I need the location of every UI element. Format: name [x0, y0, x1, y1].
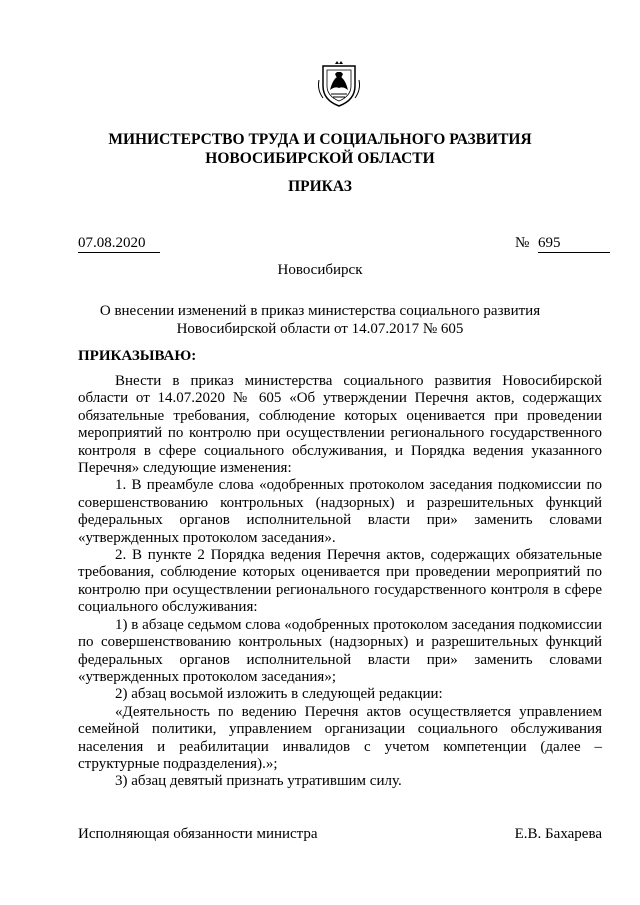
paragraph: «Деятельность по ведению Перечня актов осуществляется управлением семейной политики, управлением организации социального обслуживания населения и реабилитации инвалидов с учетом компетенции (далее – структурные подразделения).»;: [78, 703, 602, 772]
number-sign: №: [515, 235, 530, 251]
paragraph: 2) абзац восьмой изложить в следующей редакции:: [115, 686, 443, 703]
coat-of-arms-emblem: [315, 60, 363, 108]
command-heading: ПРИКАЗЫВАЮ:: [78, 348, 197, 364]
document-type: ПРИКАЗ: [288, 178, 352, 195]
order-subject: [0, 302, 640, 338]
signatory-position: Исполняющая обязанности министра: [78, 826, 318, 842]
subject-line-2: Новосибирской области от 14.07.2017 № 605: [176, 321, 464, 337]
paragraph: Внести в приказ министерства социального развития Новосибирской области от 14.07.2020 № 605 «Об утверждении Перечня актов, содержащих обязательные требования, соблюдение которых оценивается при проведении мероприятий по контролю при осуществлении регионального государственного контроля в сфере социального обслуживания, и Порядка ведения указанного Перечня» следующие изменения:: [78, 373, 602, 477]
ministry-title-line-2: НОВОСИБИРСКОЙ ОБЛАСТИ: [205, 150, 435, 167]
order-date: 07.08.2020: [78, 235, 160, 253]
city: Новосибирск: [277, 262, 363, 278]
order-number: 695: [538, 235, 610, 253]
subject-line-1: О внесении изменений в приказ министерства социального развития: [99, 303, 541, 319]
paragraph: 3) абзац девятый признать утратившим силу.: [115, 773, 402, 790]
ministry-title-line-1: МИНИСТЕРСТВО ТРУДА И СОЦИАЛЬНОГО РАЗВИТИЯ: [108, 131, 532, 148]
paragraph: 2. В пункте 2 Порядка ведения Перечня актов, содержащих обязательные требования, соблюдение которых оценивается при проведении мероприятий по контролю при осуществлении регионального государственного контроля в сфере социального обслуживания:: [78, 547, 602, 616]
paragraph: 1) в абзаце седьмом слова «одобренных протоколом заседания подкомиссии по совершенствованию контрольных (надзорных) и разрешительных функций федеральных органов исполнительной власти при» заменить словами «утвержденных протоколом заседания»;: [78, 616, 602, 685]
order-body: [78, 373, 602, 791]
signatory-name: Е.В. Бахарева: [514, 826, 602, 842]
paragraph: 1. В преамбуле слова «одобренных протоколом заседания подкомиссии по совершенствованию контрольных (надзорных) и разрешительных функций федеральных органов исполнительной власти при» заменить словами «утвержденных протоколом заседания».: [78, 477, 602, 546]
